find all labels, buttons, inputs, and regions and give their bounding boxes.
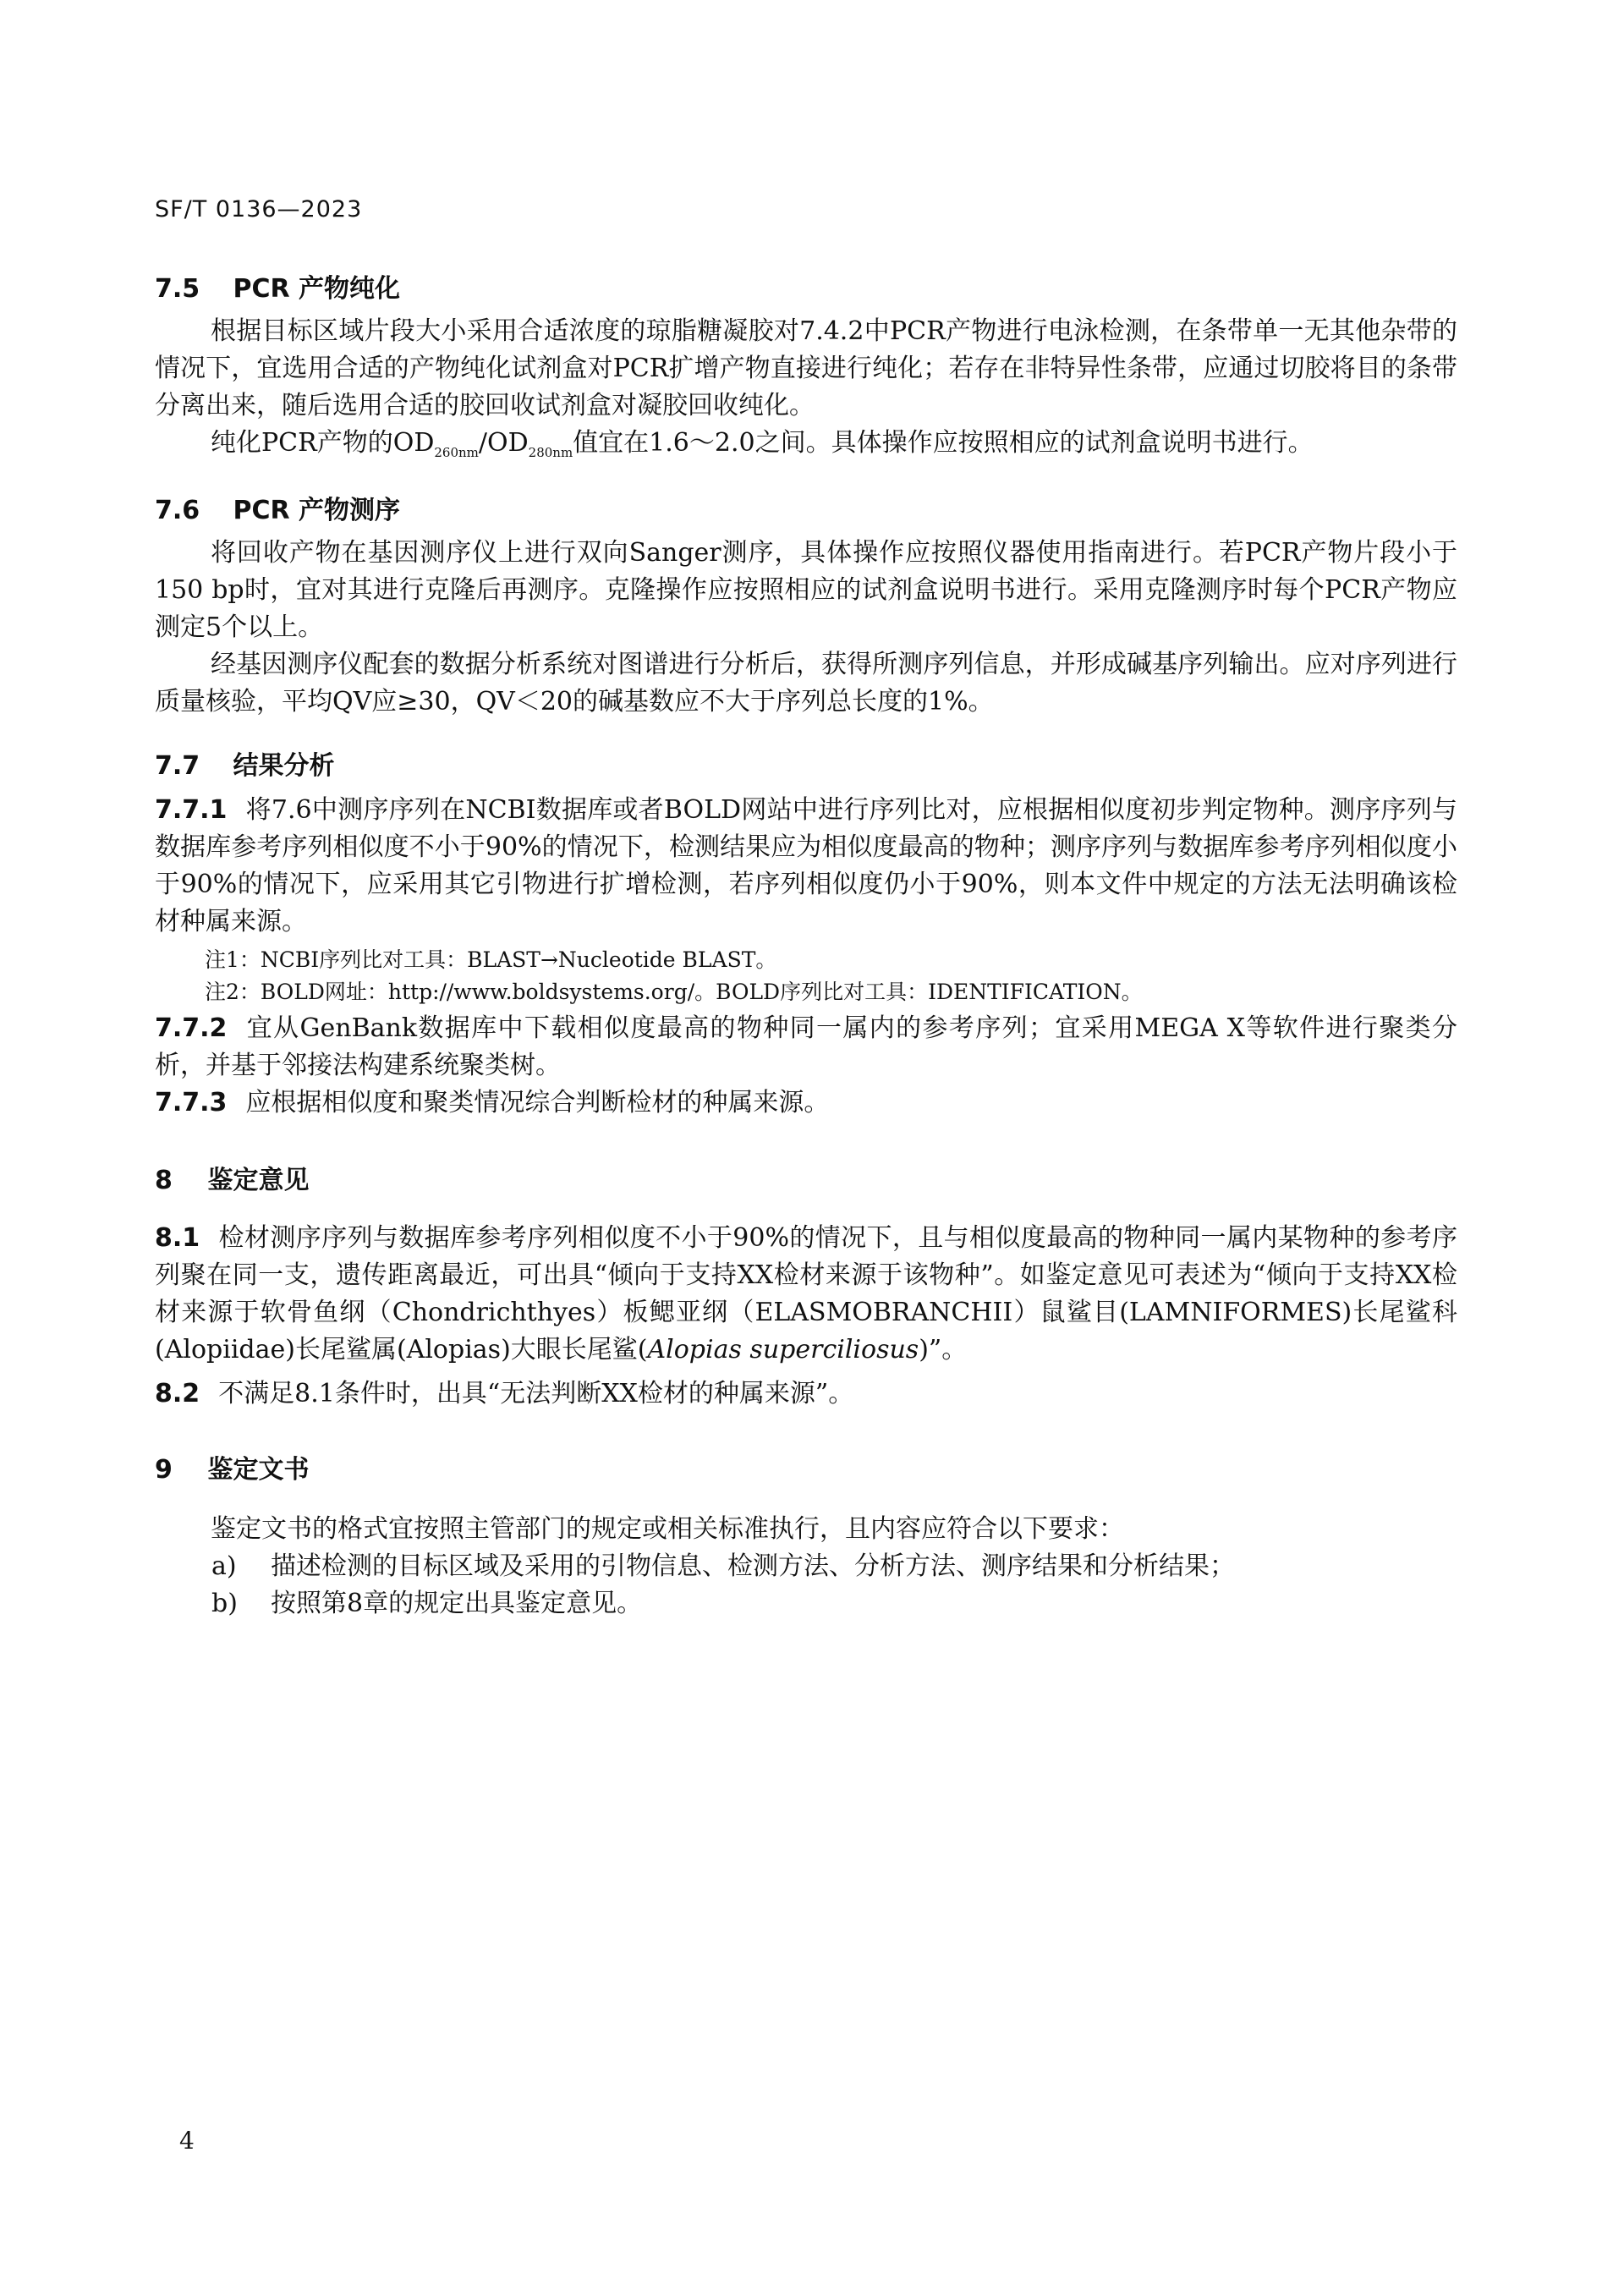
section-heading-8 <box>155 1159 309 1196</box>
paragraph-9-1: 鉴定文书的格式宜按照主管部门的规定或相关标准执行，且内容应符合以下要求： <box>211 1514 1124 1544</box>
clause-7-7-1 <box>155 792 1457 941</box>
section-number: 9 <box>155 1455 173 1485</box>
clause-text: 将7.6中测序序列在NCBI数据库或者BOLD网站中进行序列比对，应根据相似度初步判定物种。测序序列与数据库参考序列相似度不小于90%的情况下，检测结果应为相似度最高的物种；测序序列与数据库参考序列相似度小于90%的情况下，应采用其它引物进行扩增检测，若序列相似度仍小于90%，则本文件中规定的方法无法明确该检材种属来源。 <box>155 795 1457 936</box>
section-number: 7.6 <box>155 496 200 525</box>
page-number: 4 <box>179 2127 195 2155</box>
clause-number: 7.7.2 <box>155 1013 228 1043</box>
clause-text: 宜从GenBank数据库中下载相似度最高的物种同一属内的参考序列；宜采用MEGA X等软件进行聚类分析，并基于邻接法构建系统聚类树。 <box>155 1013 1457 1080</box>
section-heading-7-6 <box>155 489 400 526</box>
clause-number: 7.7.3 <box>155 1088 228 1117</box>
note-1: 注1：NCBI序列比对工具：BLAST→Nucleotide BLAST。 <box>205 947 777 972</box>
section-title: PCR 产物纯化 <box>233 274 401 304</box>
section-heading-9 <box>155 1448 309 1485</box>
species-name: Alopias superciliosus <box>647 1335 919 1364</box>
section-heading-7-5 <box>155 267 400 305</box>
clause-number: 7.7.1 <box>155 795 228 825</box>
list-marker: b) <box>211 1589 238 1618</box>
section-title: 结果分析 <box>233 751 335 781</box>
paragraph-7-6-1: 将回收产物在基因测序仪上进行双向Sanger测序，具体操作应按照仪器使用指南进行。若PCR产物片段小于150 bp时，宜对其进行克隆后再测序。克隆操作应按照相应的试剂盒说明书进行。采用克隆测序时每个PCR产物应测定5个以上。 <box>155 538 1457 642</box>
section-number: 7.7 <box>155 751 200 781</box>
list-text: 描述检测的目标区域及采用的引物信息、检测方法、分析方法、测序结果和分析结果； <box>271 1551 1235 1581</box>
clause-text: 检材测序序列与数据库参考序列相似度不小于90%的情况下，且与相似度最高的物种同一属内某物种的参考序列聚在同一支，遗传距离最近，可出具“倾向于支持XX检材来源于该物种”。如鉴定意见可表述为“倾向于支持XX检材来源于软骨鱼纲（Chondrichthyes）板鳃亚纲（ELASMOBRANCHII）鼠鲨目(LAMNIFORMES)长尾鲨科(Alopiidae)长尾鲨属(Alopias)大眼长尾鲨( <box>155 1223 1457 1364</box>
section-title: 鉴定文书 <box>207 1455 310 1485</box>
clause-text: 应根据相似度和聚类情况综合判断检材的种属来源。 <box>245 1088 830 1117</box>
paragraph-7-5-2: 纯化PCR产物的$OD_{260nm}/OD_{280nm}$值宜在1.6～2.0之间。具体操作应按照相应的试剂盒说明书进行。 <box>211 428 1314 460</box>
clause-number: 8.2 <box>155 1379 200 1408</box>
section-heading-7-7 <box>155 744 334 782</box>
list-item-a <box>211 1548 1455 1585</box>
list-text: 按照第8章的规定出具鉴定意见。 <box>271 1589 643 1618</box>
section-number: 8 <box>155 1166 173 1195</box>
clause-8-1: 8.1 检材测序序列与数据库参考序列相似度不小于90%的情况下，且与相似度最高的物种同一属内某物种的参考序列聚在同一支，遗传距离最近，可出具“倾向于支持XX检材来源于该物种”。如鉴定意见可表述为“倾向于支持XX检材来源于软骨鱼纲（Chondrichthyes）板鳃亚纲（ELASMOBRANCHII）鼠鲨目(LAMNIFORMES)长尾鲨科(Alopiidae)长尾鲨属(Alopias)大眼长尾鲨(Alopias superciliosus)”。 <box>155 1223 1457 1364</box>
section-number: 7.5 <box>155 274 200 304</box>
paragraph-7-6-2: 经基因测序仪配套的数据分析系统对图谱进行分析后，获得所测序列信息，并形成碱基序列输出。应对序列进行质量核验，平均QV应≥30，QV＜20的碱基数应不大于序列总长度的1%。 <box>155 650 1457 717</box>
clause-7-7-2 <box>155 1010 1457 1084</box>
paragraph-7-5-1: 根据目标区域片段大小采用合适浓度的琼脂糖凝胶对7.4.2中PCR产物进行电泳检测，在条带单一无其他杂带的情况下，宜选用合适的产物纯化试剂盒对PCR扩增产物直接进行纯化；若存在非特异性条带，应通过切胶将目的条带分离出来，随后选用合适的胶回收试剂盒对凝胶回收纯化。 <box>155 316 1457 420</box>
section-title: PCR 产物测序 <box>233 496 401 525</box>
document-code: SF/T 0136—2023 <box>155 196 363 222</box>
clause-text: 不满足8.1条件时，出具“无法判断XX检材的种属来源”。 <box>218 1379 854 1408</box>
clause-8-2 <box>155 1375 1457 1413</box>
clause-number: 8.1 <box>155 1223 200 1253</box>
section-title: 鉴定意见 <box>207 1166 310 1195</box>
list-item-b <box>211 1585 1455 1622</box>
list-marker: a) <box>211 1551 237 1581</box>
note-2: 注2：BOLD网址：http://www.boldsystems.org/。BOLD序列比对工具：IDENTIFICATION。 <box>205 980 1143 1004</box>
clause-7-7-3 <box>155 1084 1457 1122</box>
